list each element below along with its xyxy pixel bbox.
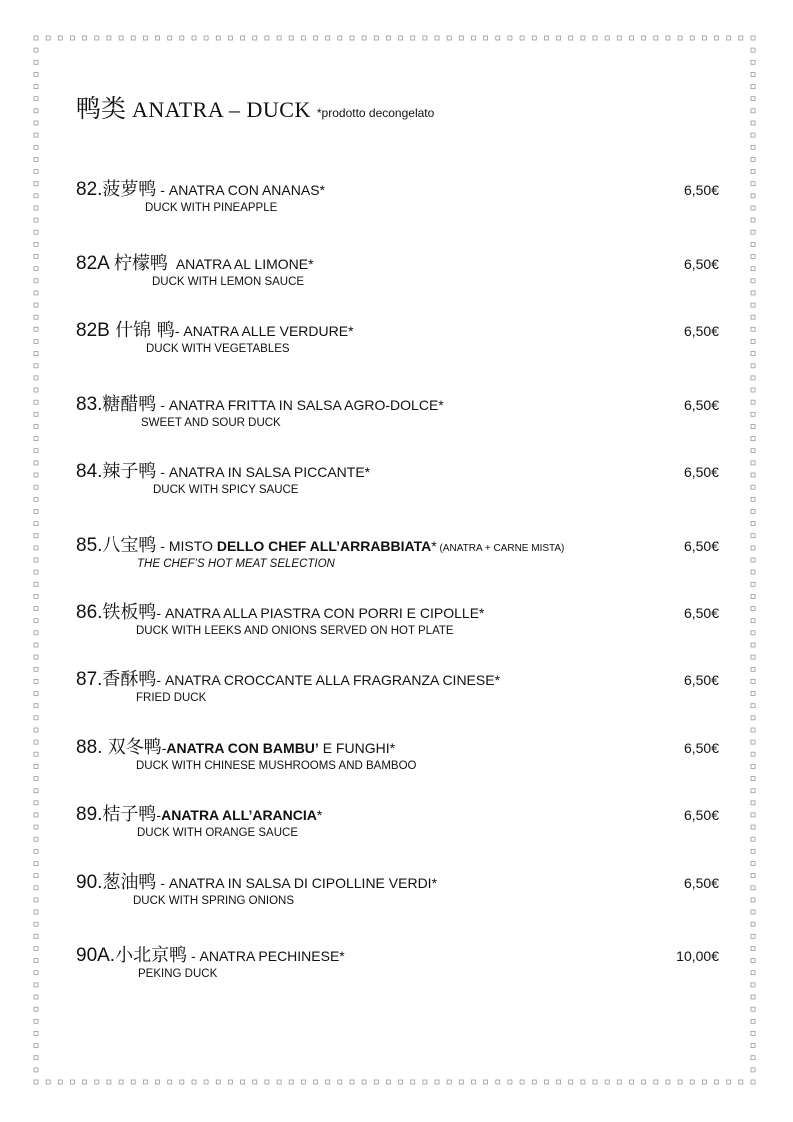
item-english-name: PEKING DUCK [138,968,218,980]
menu-item [76,254,719,289]
heading-note: *prodotto decongelato [316,106,435,120]
item-english-name: SWEET AND SOUR DUCK [141,417,281,429]
item-chinese-name: 八宝鸭 [102,535,157,556]
item-italian-note: (ANATRA + CARNE MISTA) [436,543,565,554]
menu-item [76,670,719,705]
item-price: 6,50€ [683,323,719,339]
menu-item [76,321,719,356]
menu-item [76,738,719,773]
item-chinese-name: 铁板鸭 [102,602,157,623]
menu-item [76,180,719,215]
item-italian-name-bold: ANATRA ALL’ARANCIA [161,807,317,823]
item-italian-name: ANATRA AL LIMONE* [168,256,314,272]
item-number: 84. [76,461,103,482]
item-chinese-name: 香酥鸭 [102,669,157,690]
item-number: 89. [76,804,103,825]
item-italian-name-suffix: * [431,538,437,554]
item-italian-name: - ANATRA PECHINESE* [187,948,345,964]
menu-item [76,873,719,908]
item-italian-name-suffix: E FUNGHI* [318,740,396,756]
item-italian-name-bold: ANATRA CON BAMBU’ [166,740,319,756]
menu-item [76,805,719,840]
item-italian-name: - ANATRA IN SALSA DI CIPOLLINE VERDI* [156,875,438,891]
item-english-name: DUCK WITH SPRING ONIONS [133,895,295,907]
item-chinese-name: 柠檬鸭 [114,253,169,274]
item-italian-name: - MISTO [156,538,217,554]
item-italian-name: - [161,740,167,756]
item-price: 6,50€ [683,256,719,272]
item-english-name: DUCK WITH CHINESE MUSHROOMS AND BAMBOO [136,760,417,772]
item-chinese-name: 小北京鸭 [115,945,188,966]
item-italian-name: - ANATRA CROCCANTE ALLA FRAGRANZA CINESE* [156,672,501,688]
item-number: 82B [76,320,116,341]
menu-item [76,603,719,638]
item-english-name: DUCK WITH ORANGE SAUCE [137,827,299,839]
item-italian-name: - [156,807,162,823]
heading-chinese: 鸭类 [76,94,127,123]
heading-title: ANATRA – DUCK [132,97,311,122]
item-number: 82A [76,253,115,274]
item-number: 86. [76,602,103,623]
item-english-name: DUCK WITH PINEAPPLE [145,202,278,214]
item-number: 90. [76,872,103,893]
menu-item [76,462,719,497]
item-number: 88. [76,737,108,758]
item-english-name: FRIED DUCK [136,692,207,704]
section-heading [76,96,434,121]
item-number: 82. [76,179,103,200]
item-price: 6,50€ [683,807,719,823]
item-price: 6,50€ [683,875,719,891]
item-price: 6,50€ [683,397,719,413]
item-chinese-name: 葱油鸭 [102,872,157,893]
item-number: 83. [76,394,103,415]
item-price: 6,50€ [683,182,719,198]
item-italian-name: - ANATRA ALLA PIASTRA CON PORRI E CIPOLLE* [156,605,485,621]
item-chinese-name: 菠萝鸭 [102,179,157,200]
item-chinese-name: 什锦 鸭 [115,320,175,341]
item-english-name: THE CHEF’S HOT MEAT SELECTION [137,558,335,570]
item-number: 87. [76,669,103,690]
item-english-name: DUCK WITH LEEKS AND ONIONS SERVED ON HOT PLATE [136,625,454,637]
item-italian-name: - ANATRA ALLE VERDURE* [174,323,354,339]
menu-item [76,536,719,571]
item-italian-name: - ANATRA IN SALSA PICCANTE* [156,464,371,480]
menu-item [76,946,719,981]
item-chinese-name: 桔子鸭 [102,804,157,825]
item-english-name: DUCK WITH LEMON SAUCE [152,276,305,288]
item-number: 90A. [76,945,116,966]
menu-item [76,395,719,430]
item-english-name: DUCK WITH VEGETABLES [146,343,290,355]
item-price: 6,50€ [683,605,719,621]
item-chinese-name: 辣子鸭 [102,461,157,482]
item-price: 6,50€ [683,538,719,554]
item-english-name: DUCK WITH SPICY SAUCE [153,484,299,496]
item-italian-name-bold: DELLO CHEF ALL’ARRABBIATA [216,538,432,554]
item-price: 6,50€ [683,672,719,688]
item-italian-name: - ANATRA CON ANANAS* [156,182,325,198]
item-price: 6,50€ [683,464,719,480]
item-price: 6,50€ [683,740,719,756]
item-italian-name-suffix: * [316,807,323,823]
item-chinese-name: 糖醋鸭 [102,394,157,415]
item-number: 85. [76,535,103,556]
item-italian-name: - ANATRA FRITTA IN SALSA AGRO-DOLCE* [156,397,444,413]
item-chinese-name: 双冬鸭 [107,737,162,758]
item-price: 10,00€ [676,948,719,964]
